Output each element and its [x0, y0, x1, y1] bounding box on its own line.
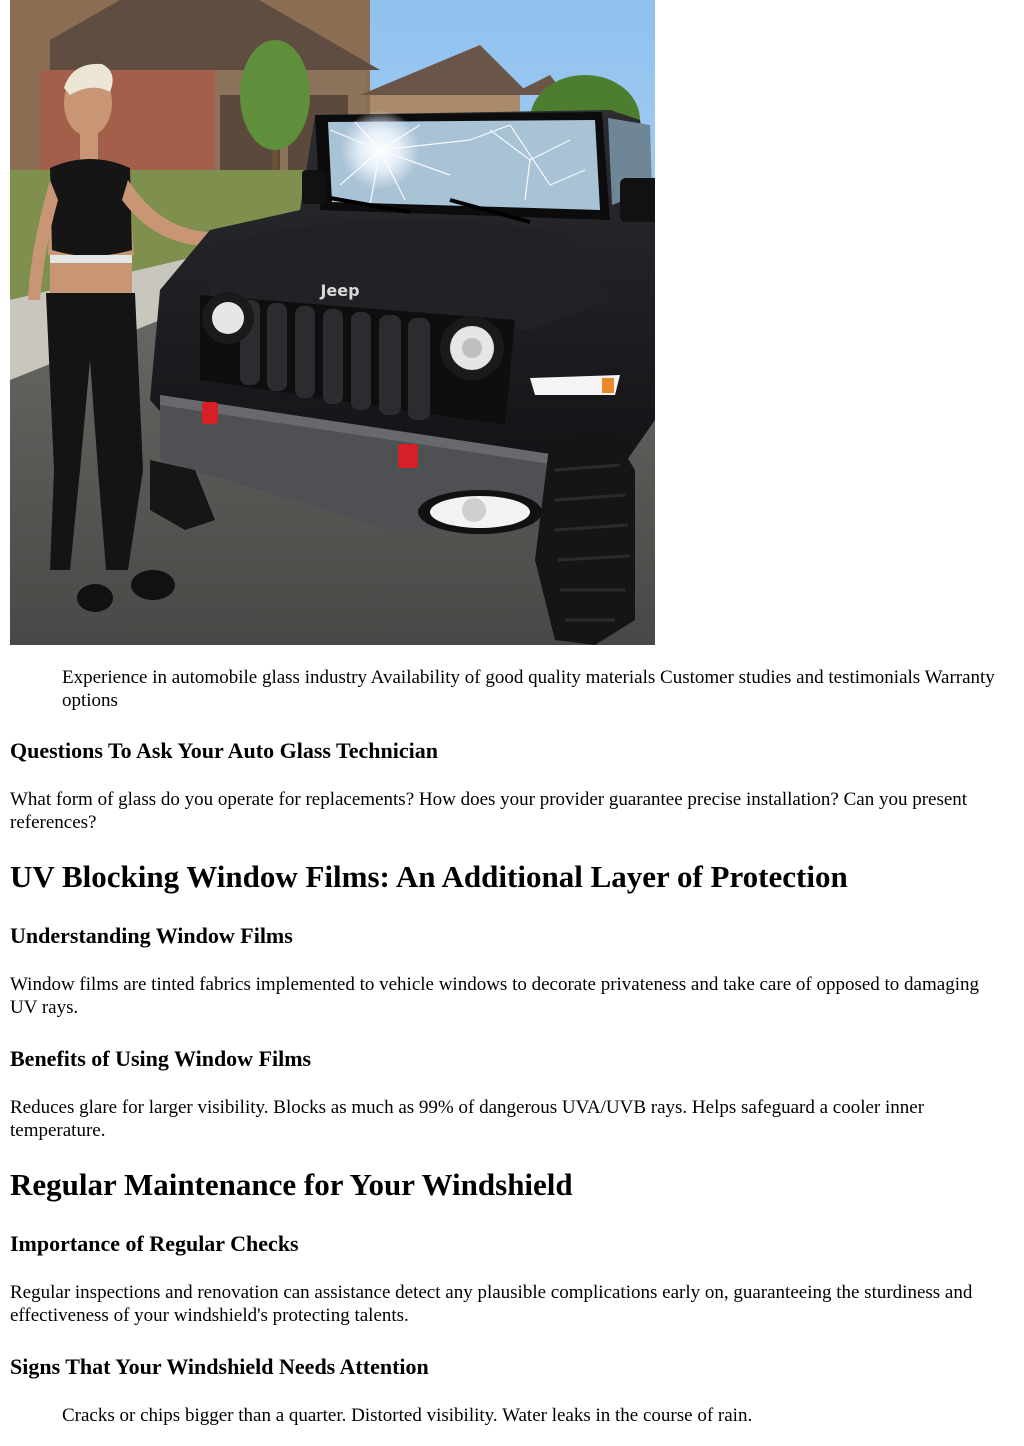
benefits-heading: Benefits of Using Window Films	[10, 1046, 312, 1071]
understanding-text: Window films are tinted fabrics implemented to vehicle windows to decorate privateness and take care of opposed to damaging UV rays.	[10, 974, 979, 1018]
understanding-heading: Understanding Window Films	[10, 923, 293, 948]
importance-text: Regular inspections and renovation can assistance detect any plausible complications early on, guaranteeing the sturdiness and effectiveness of your windshield's protecting talents.	[10, 1282, 973, 1326]
signs-list: Cracks or chips bigger than a quarter. Distorted visibility. Water leaks in the course of rain.	[62, 1405, 753, 1426]
questions-text: What form of glass do you operate for replacements? How does your provider guarantee precise installation? Can you present references?	[10, 789, 968, 833]
jeep-badge: Jeep	[320, 281, 360, 300]
signs-heading: Signs That Your Windshield Needs Attention	[10, 1354, 429, 1379]
maintenance-heading: Regular Maintenance for Your Windshield	[10, 1167, 573, 1202]
importance-heading: Importance of Regular Checks	[10, 1231, 299, 1256]
benefits-text: Reduces glare for larger visibility. Blocks as much as 99% of dangerous UVA/UVB rays. Helps safeguard a cooler inner temperature.	[10, 1097, 925, 1141]
article-page	[10, 0, 1014, 1426]
uv-films-heading: UV Blocking Window Films: An Additional Layer of Protection	[10, 859, 848, 894]
questions-heading: Questions To Ask Your Auto Glass Technician	[10, 738, 438, 763]
hero-image	[10, 0, 655, 645]
intro-list: Experience in automobile glass industry Availability of good quality materials Customer studies and testimonials Warranty options	[62, 667, 995, 711]
jeep-cracked-windshield-illustration	[10, 0, 655, 645]
